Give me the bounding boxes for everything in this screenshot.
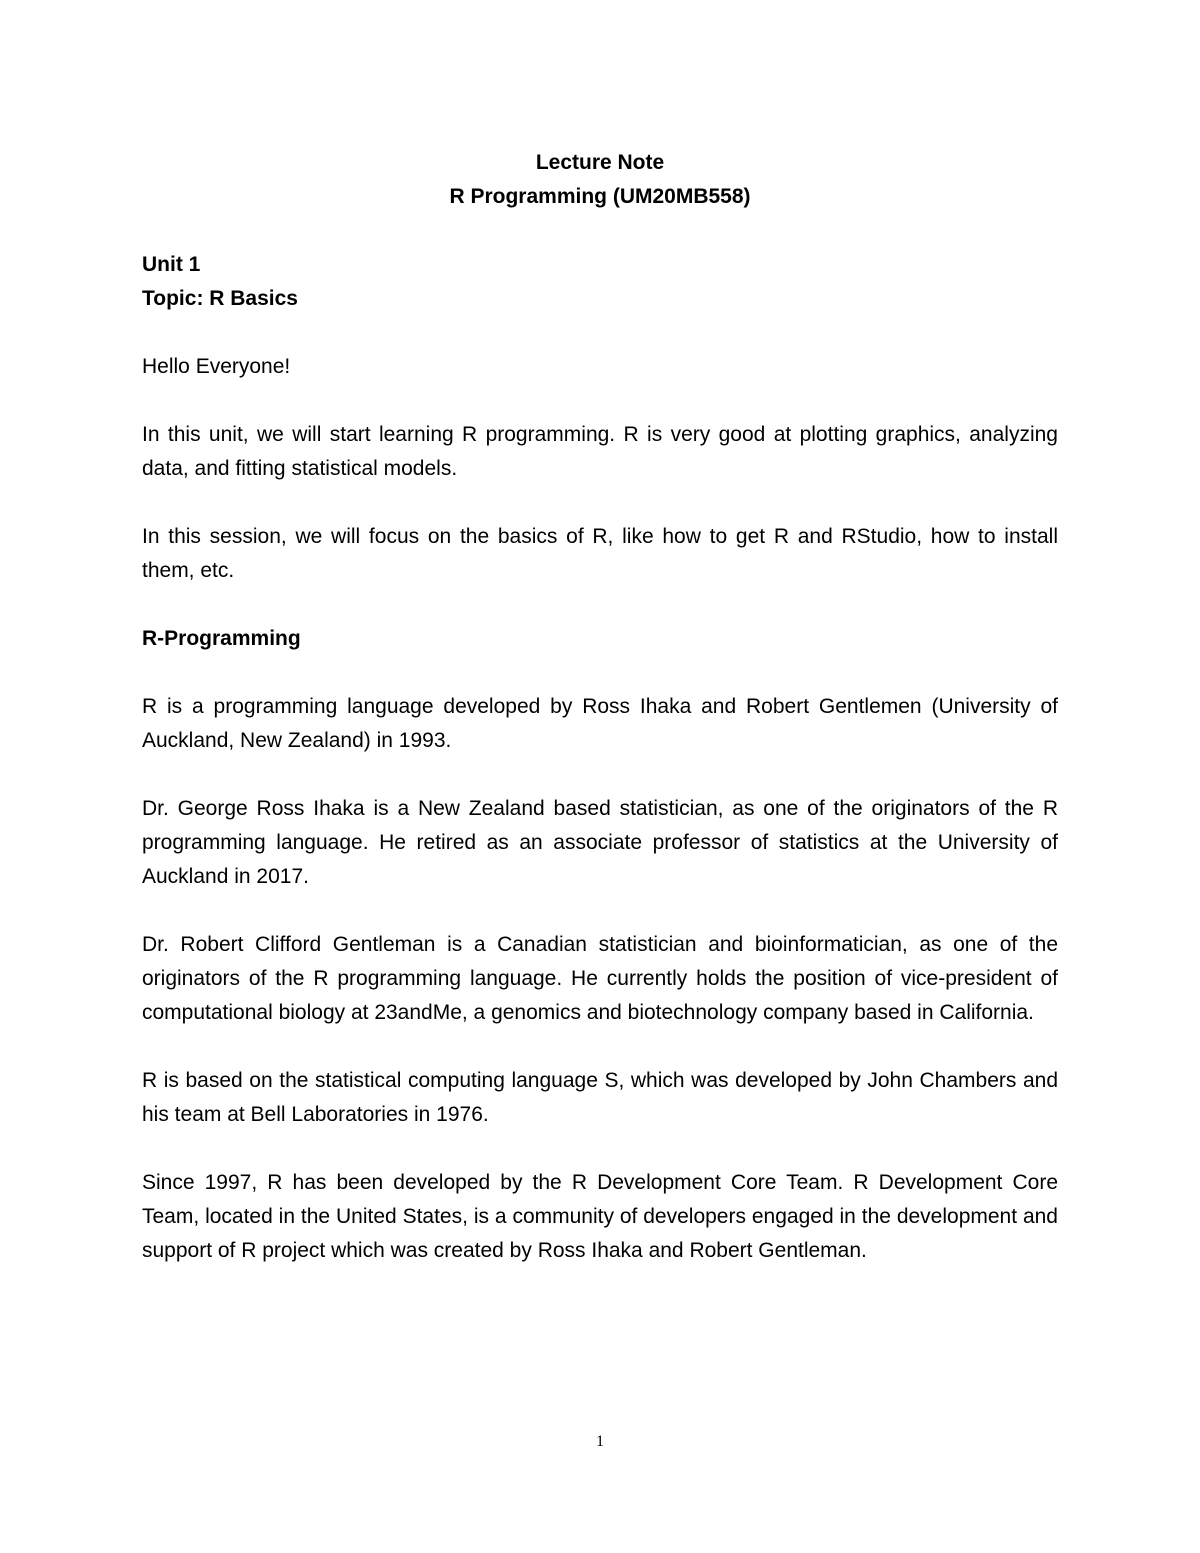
spacer (142, 214, 1058, 248)
course-title: R Programming (UM20MB558) (449, 185, 751, 208)
greeting: Hello Everyone! (142, 355, 291, 378)
intro-paragraph: In this unit, we will start learning R programming. R is very good at plotting graphics, analyzing data, and fitting statistical models. (142, 423, 1058, 480)
page-content (142, 146, 1058, 1302)
spacer (142, 316, 1058, 350)
section-paragraph: Dr. Robert Clifford Gentleman is a Canadian statistician and bioinformatician, as one of the originators of the R programming language. He currently holds the position of vice-president of computational biology at 23andMe, a genomics and biotechnology company based in California. (142, 933, 1058, 1024)
intro-paragraph: In this session, we will focus on the basics of R, like how to get R and RStudio, how to install them, etc. (142, 525, 1058, 582)
topic-label: Topic: R Basics (142, 287, 298, 310)
section-paragraph: R is a programming language developed by Ross Ihaka and Robert Gentlemen (University of Auckland, New Zealand) in 1993. (142, 695, 1058, 752)
section-paragraph: Dr. George Ross Ihaka is a New Zealand based statistician, as one of the originators of the R programming language. He retired as an associate professor of statistics at the University of Auckland in 2017. (142, 797, 1058, 888)
section-paragraph: Since 1997, R has been developed by the R Development Core Team. R Development Core Team, located in the United States, is a community of developers engaged in the development and support of R project which was created by Ross Ihaka and Robert Gentleman. (142, 1171, 1058, 1262)
section-paragraph: R is based on the statistical computing language S, which was developed by John Chambers and his team at Bell Laboratories in 1976. (142, 1069, 1058, 1126)
page-number: 1 (596, 1433, 604, 1450)
section-heading: R-Programming (142, 627, 301, 650)
unit-label: Unit 1 (142, 253, 201, 276)
document-title: Lecture Note (535, 151, 665, 174)
spacer (142, 656, 1058, 690)
